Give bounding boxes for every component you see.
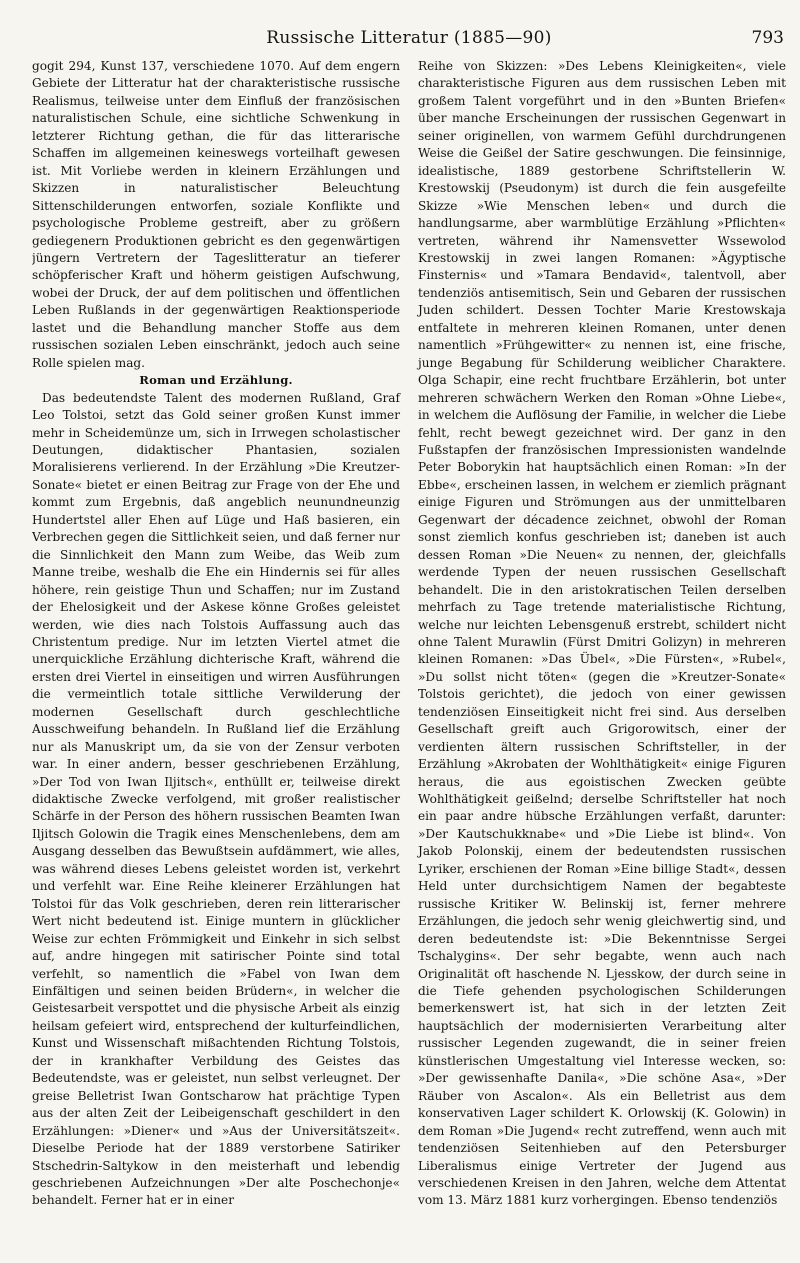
page-number: 793 bbox=[751, 28, 784, 48]
paragraph: gogit 294, Kunst 137, verschiedene 1070. Auf dem engern Gebiete der Litteratur hat der charakteristische russische Realismus, teilweise unter dem Einfluß der französischen naturalistischen Schule, eine sichtliche Schwenkung in letzterer Richtung gethan, die für das litterarische Schaffen im allgemeinen keineswegs vorteilhaft gewesen ist. Mit Vorliebe werden in kleinern Erzählungen und Skizzen in naturalistischer Beleuchtung Sittenschilderungen entworfen, soziale Konflikte und psychologische Probleme gestreift, aber zu größern gediegenern Produktionen gebricht es den gegenwärtigen jüngern Vertretern der Tageslitteratur an tieferer schöpferischer Kraft und höherm geistigen Aufschwung, wobei der Druck, der auf dem politischen und öffentlichen Leben Rußlands in der gegenwärtigen Reaktionsperiode lastet und die Behandlung mancher Stoffe aus dem russischen sozialen Leben einschränkt, jedoch auch seine Rolle spielen mag. bbox=[32, 59, 400, 370]
page-header bbox=[32, 0, 786, 58]
paragraph: Reihe von Skizzen: »Des Lebens Kleinigkeiten«, viele charakteristische Figuren aus dem russischen Leben mit großem Talent vorgeführt und in den »Bunten Briefen« über manche Erscheinungen der russischen Gegenwart in seiner originellen, von warmem Gefühl durchdrungenen Weise die Geißel der Satire geschwungen. Die feinsinnige, idealistische, 1889 gestorbene Schriftstellerin W. Krestowskij (Pseudonym) ist durch die fein ausgefeilte Skizze »Wie Menschen leben« und durch die handlungsarme, aber warmblütige Erzählung »Pflichten« vertreten, während ihr Namensvetter Wssewolod Krestowskij in zwei langen Romanen: »Ägyptische Finsternis« und »Tamara Bendavid«, talentvoll, aber tendenziös antisemitisch, Sein und Gebaren der russischen Juden schildert. Dessen Tochter Marie Krestowskaja entfaltete in mehreren kleinen Romanen, unter denen namentlich »Frühgewitter« zu nennen ist, eine frische, junge Begabung für Schilderung weiblicher Charaktere. Olga Schapir, eine recht fruchtbare Erzählerin, bot unter mehreren schwächern Werken den Roman »Ohne Liebe«, in welchem die Auflösung der Familie, in welcher die Liebe fehlt, recht bewegt gezeichnet wird. Der ganz in den Fußstapfen der französischen Impressionisten wandelnde Peter Boborykin hat hauptsächlich einen Roman: »In der Ebbe«, erscheinen lassen, in welchem er ziemlich prägnant einige Figuren und Strömungen aus der unmittelbaren Gegenwart der décadence zeichnet, obwohl der Roman sonst ziemlich konfus geschrieben ist; daneben ist auch dessen Roman »Die Neuen« zu nennen, der, gleichfalls werdende Typen der neuen russischen Gesellschaft behandelt. Die in den aristokratischen Teilen derselben mehrfach zu Tage tretende materialistische Richtung, welche nur leichten Lebensgenuß erstrebt, schildert nicht ohne Talent Murawlin (Fürst Dmitri Golizyn) in mehreren kleinen Romanen: »Das Übel«, »Die Fürsten«, »Rubel«, »Du sollst nicht töten« (gegen die »Kreutzer-Sonate« Tolstois gerichtet), die jedoch von einer gewissen tendenziösen Einseitigkeit nicht frei sind. Aus derselben Gesellschaft greift auch Grigorowitsch, einer der verdienten ältern russischen Schriftsteller, in der Erzählung »Akrobaten der Wohlthätigkeit« einige Figuren heraus, die aus egoistischen Zwecken geübte Wohlthätigkeit geißelnd; derselbe Schriftsteller hat noch ein paar andre hübsche Erzählungen verfaßt, darunter: »Der Kautschukknabe« und »Die Liebe ist blind«. Von Jakob Polonskij, einem der bedeutendsten russischen Lyriker, erschienen der Roman »Eine billige Stadt«, dessen Held unter durchsichtigem Namen der begabteste russische Kritiker W. Belinskij ist, ferner mehrere Erzählungen, die jedoch sehr wenig gleichwertig sind, und deren bedeutendste ist: »Die Bekenntnisse Sergei Tschalygins«. Der sehr begabte, wenn auch nach Originalität oft haschende N. Ljesskow, der durch seine in die Tiefe gehenden psychologischen Schilderungen bemerkenswert ist, hat sich in der letzten Zeit hauptsächlich der modernisierten Verarbeitung alter russischer Legenden zugewandt, die in seiner freien künstlerischen Umgestaltung viel Interesse wecken, so: »Der gewissenhafte Danila«, »Die schöne Asa«, »Der Räuber von Ascalon«. Als ein Belletrist aus dem konservativen Lager schildert K. Orlowskij (K. Golowin) in dem Roman »Die Jugend« recht zutreffend, wenn auch mit tendenziösen Seitenhieben auf den Petersburger Liberalismus einige Vertreter der Jugend aus verschiedenen Kreisen in den Jahren, welche dem Attentat vom 13. März 1881 kurz vorhergingen. Ebenso tendenziös bbox=[418, 59, 786, 1208]
paragraph: Das bedeutendste Talent des modernen Rußland, Graf Leo Tolstoi, setzt das Gold seiner großen Kunst immer mehr in Scheidemünze um, sich in Irrwegen scholastischer Deutungen, didaktischer Phantasien, sozialen Moralisierens verlierend. In der Erzählung »Die Kreutzer-Sonate« bietet er einen Beitrag zur Frage von der Ehe und kommt zum Ergebnis, daß angeblich neunundneunzig Hundertstel aller Ehen auf Lüge und Haß basieren, ein Verbrechen gegen die Sittlichkeit seien, und daß ferner nur die Sinnlichkeit den Mann zum Weibe, das Weib zum Manne treibe, weshalb die Ehe ein Hindernis sei für alles höhere, rein geistige Thun und Schaffen; nur im Zustand der Ehelosigkeit und der Askese könne Großes geleistet werden, wie dies nach Tolstois Auffassung auch das Christentum predige. Nur im letzten Viertel atmet die unerquickliche Erzählung dichterische Kraft, während die ersten drei Viertel in einseitigen und wirren Ausführungen die vermeintlich totale sittliche Verwilderung der modernen Gesellschaft durch geschlechtliche Ausschweifung behandeln. In Rußland lief die Erzählung nur als Manuskript um, da sie von der Zensur verboten war. In einer andern, besser geschriebenen Erzählung, »Der Tod von Iwan Iljitsch«, enthüllt er, teilweise direkt didaktische Zwecke verfolgend, mit großer realistischer Schärfe in der Person des höhern russischen Beamten Iwan Iljitsch Golowin die Tragik eines Menschenlebens, dem am Ausgang desselben das Bewußtsein aufdämmert, wie alles, was während dieses Lebens geleistet worden ist, verkehrt und verfehlt war. Eine Reihe kleinerer Erzählungen hat Tolstoi für das Volk geschrieben, deren rein litterarischer Wert nicht bedeutend ist. Einige muntern in glücklicher Weise zur echten Frömmigkeit und Einkehr in sich selbst auf, andre hingegen mit satirischer Pointe sind total verfehlt, so namentlich die »Fabel von Iwan dem Einfältigen und seinen beiden Brüdern«, in welcher die Geistesarbeit verspottet und die physische Arbeit als einzig heilsam gefeiert wird, entsprechend der kulturfeindlichen, Kunst und Wissenschaft mißachtenden Richtung Tolstois, der in krankhafter Verbildung des Geistes das Bedeutendste, was er geleistet, nun selbst verleugnet. Der greise Belletrist Iwan Gontscharow hat prächtige Typen aus der alten Zeit der Leibeigenschaft geschildert in den Erzählungen: »Diener« und »Aus der Universitätszeit«. Dieselbe Periode hat der 1889 verstorbene Satiriker Stschedrin-Saltykow in den meisterhaft und lebendig geschriebenen Aufzeichnungen »Der alte Poschechonje« behandelt. Ferner hat er in einer bbox=[32, 390, 400, 1208]
section-heading: Roman und Erzählung. bbox=[139, 373, 293, 388]
right-column bbox=[418, 58, 786, 1256]
running-title: Russische Litteratur (1885—90) bbox=[266, 28, 552, 48]
left-column bbox=[32, 58, 400, 1256]
text-columns bbox=[32, 58, 786, 1256]
